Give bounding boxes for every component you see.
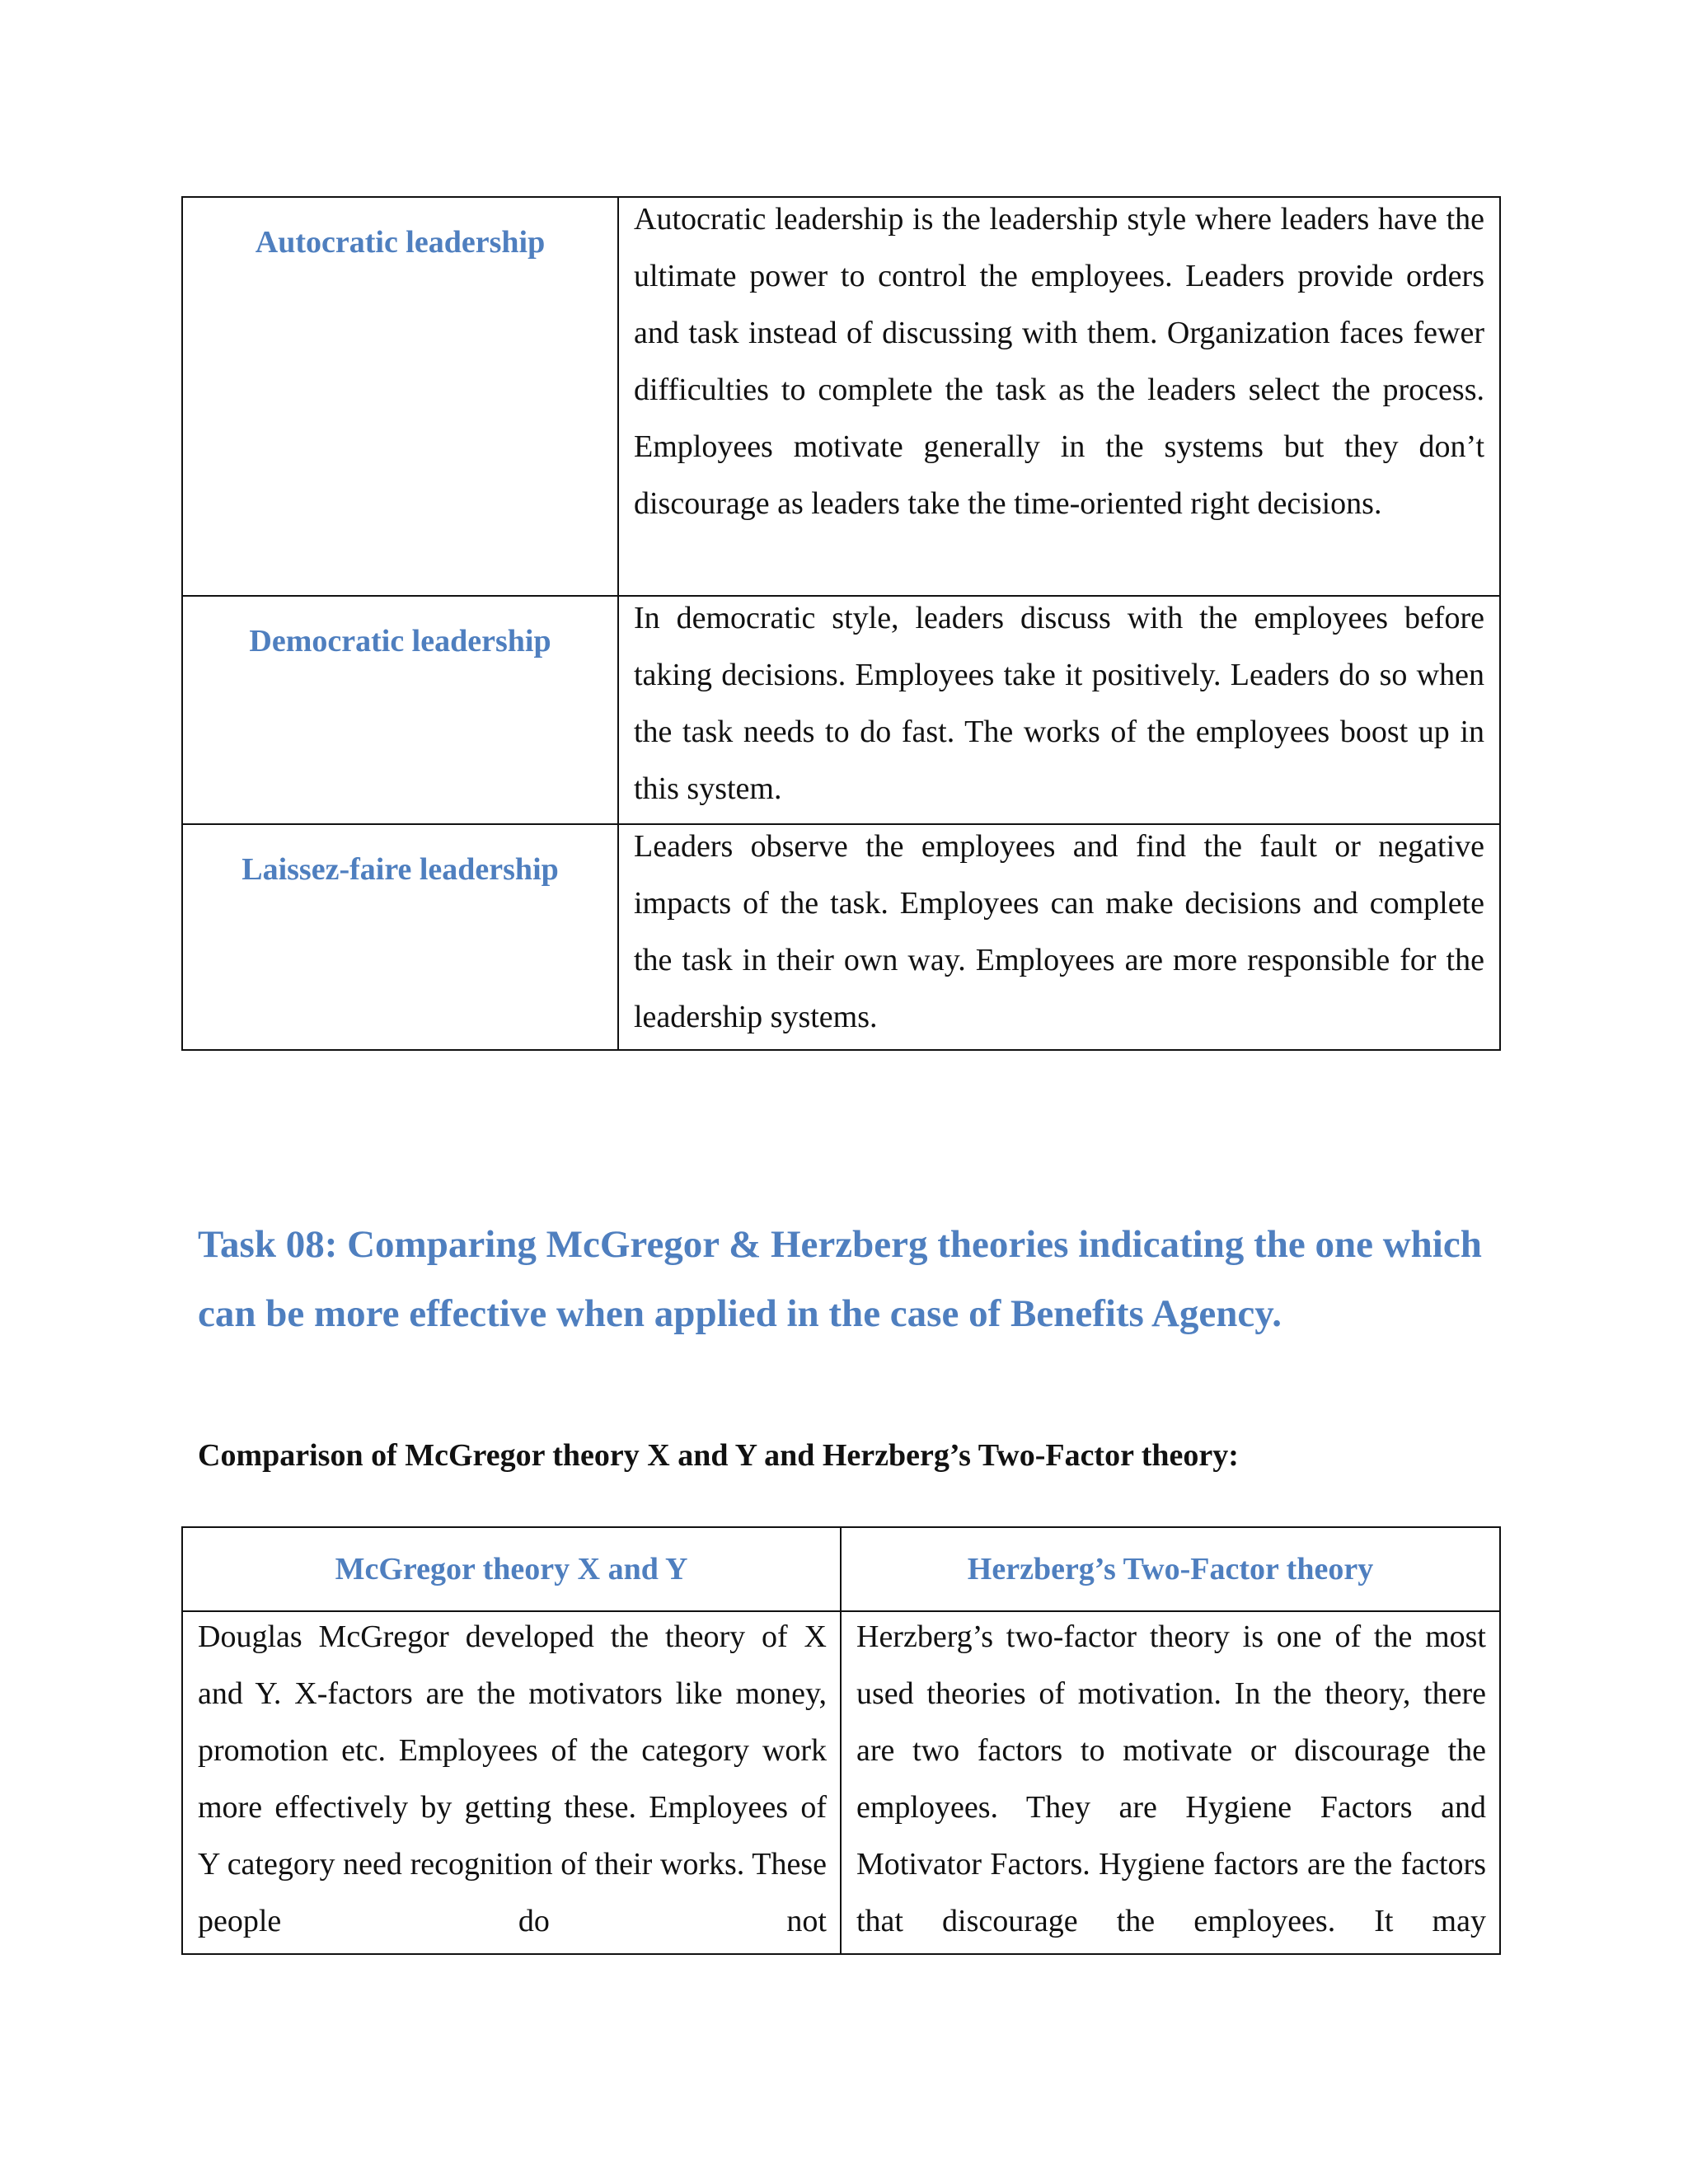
table-row [182,824,1500,1050]
mcgregor-description: Douglas McGregor developed the theory of X and Y. X-factors are the motivators like money, promotion etc. Employees of the category work more effectively by getting these. Employees of Y category need recognition of their works. These people do not [198,1619,827,1938]
mcgregor-cell [182,1611,841,1954]
table-row [182,596,1500,824]
leadership-style-cell [182,596,618,824]
herzberg-cell [841,1611,1500,1954]
leadership-description: In democratic style, leaders discuss with the employees before taking decisions. Employees take it positively. Leaders do so when the task needs to do fast. The works of the employees boost up in this system. [634,601,1484,806]
leadership-description-cell [618,197,1500,596]
leadership-description: Leaders observe the employees and find the fault or negative impacts of the task. Employees can make decisions and complete the task in their own way. Employees are more responsible for the leadership systems. [634,829,1484,1034]
leadership-style-cell [182,824,618,1050]
leadership-style-cell [182,197,618,596]
leadership-description: Autocratic leadership is the leadership style where leaders have the ultimate power to control the employees. Leaders provide orders and task instead of discussing with them. Organization faces fewer difficulties to complete the task as the leaders select the process. Employees motivate generally in the systems but they don’t discourage as leaders take the time-oriented right decisions. [634,202,1484,521]
column-header-herzberg: Herzberg’s Two-Factor theory [841,1527,1500,1611]
column-header-mcgregor: McGregor theory X and Y [182,1527,841,1611]
herzberg-description: Herzberg’s two-factor theory is one of the most used theories of motivation. In the theory, there are two factors to motivate or discourage the employees. They are Hygiene Factors and Motivator Factors. Hygiene factors are the factors that discourage the employees. It may [856,1619,1486,1938]
theory-comparison-table [181,1526,1501,1955]
leadership-style-name: Laissez-faire leadership [241,852,559,887]
leadership-description-cell [618,824,1500,1050]
task-heading: Task 08: Comparing McGregor & Herzberg theories indicating the one which can be more effective when applied in the case of Benefits Agency. [198,1223,1482,1335]
leadership-styles-table [181,196,1501,1051]
leadership-description-cell [618,596,1500,824]
leadership-style-name: Autocratic leadership [255,225,546,260]
table-row [182,197,1500,596]
table-row [182,1611,1500,1954]
comparison-title: Comparison of McGregor theory X and Y and Herzberg’s Two-Factor theory: [198,1438,1239,1473]
table-header-row [182,1527,1500,1611]
leadership-style-name: Democratic leadership [249,624,551,658]
